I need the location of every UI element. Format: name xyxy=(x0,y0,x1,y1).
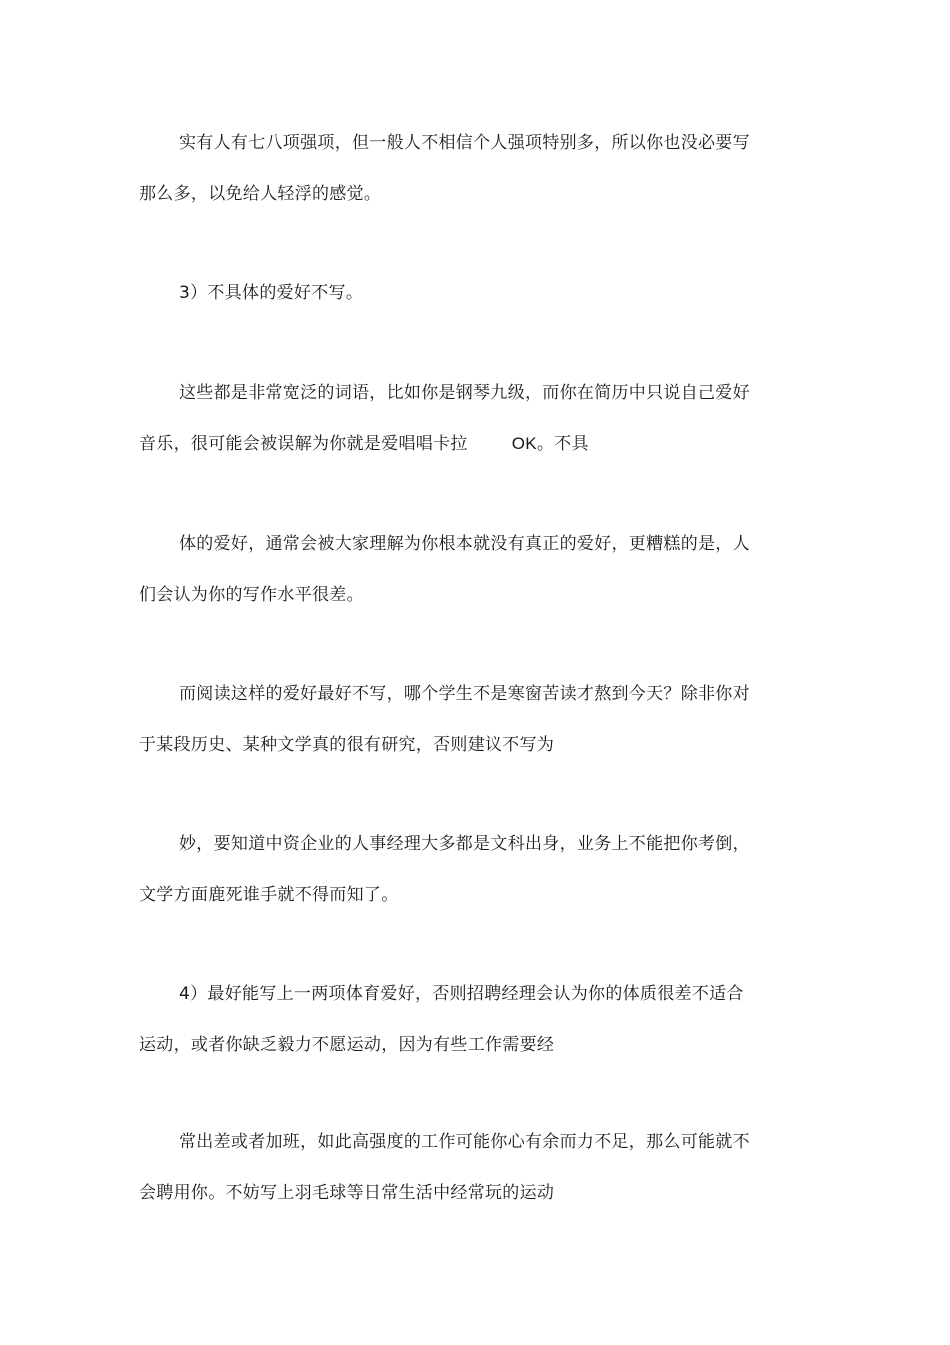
paragraph-strengths xyxy=(139,131,779,233)
paragraph-reading xyxy=(139,682,779,784)
text-line: 这些都是非常宽泛的词语，比如你是钢琴九级，而你在简历中只说自己爱好 xyxy=(179,383,750,403)
text-line: 3）不具体的爱好不写。 xyxy=(179,283,364,303)
text-line: 文学方面鹿死谁手就不得而知了。 xyxy=(139,885,399,905)
paragraph-vague-words xyxy=(139,381,779,483)
text-line: 而阅读这样的爱好最好不写，哪个学生不是寒窗苦读才熬到今天？除非你对 xyxy=(179,684,750,704)
text-line: 们会认为你的写作水平很差。 xyxy=(139,585,364,605)
text-line: 实有人有七八项强项，但一般人不相信个人强项特别多，所以你也没必要写 xyxy=(179,133,750,153)
text-line: 于某段历史、某种文学真的很有研究，否则建议不写为 xyxy=(139,735,555,755)
text-line: 常出差或者加班，如此高强度的工作可能你心有余而力不足，那么可能就不 xyxy=(179,1132,750,1152)
text-line xyxy=(139,432,779,483)
paragraph-heading-4 xyxy=(139,982,779,1084)
text-segment: OK。不具 xyxy=(511,434,589,453)
paragraph-vague-hobbies xyxy=(139,532,779,634)
paragraph-hr-managers xyxy=(139,832,779,934)
paragraph-sports xyxy=(139,1130,779,1232)
text-line: 那么多，以免给人轻浮的感觉。 xyxy=(139,184,382,204)
text-line: 4）最好能写上一两项体育爱好，否则招聘经理会认为你的体质很差不适合 xyxy=(179,984,744,1004)
text-line: 运动，或者你缺乏毅力不愿运动，因为有些工作需要经 xyxy=(139,1035,555,1055)
text-line: 体的爱好，通常会被大家理解为你根本就没有真正的爱好，更糟糕的是，人 xyxy=(179,534,750,554)
text-line: 会聘用你。不妨写上羽毛球等日常生活中经常玩的运动 xyxy=(139,1183,555,1203)
text-segment: 音乐，很可能会被误解为你就是爱唱唱卡拉 xyxy=(139,434,468,454)
paragraph-heading-3 xyxy=(139,281,779,332)
text-line: 妙，要知道中资企业的人事经理大多都是文科出身，业务上不能把你考倒， xyxy=(179,834,750,854)
